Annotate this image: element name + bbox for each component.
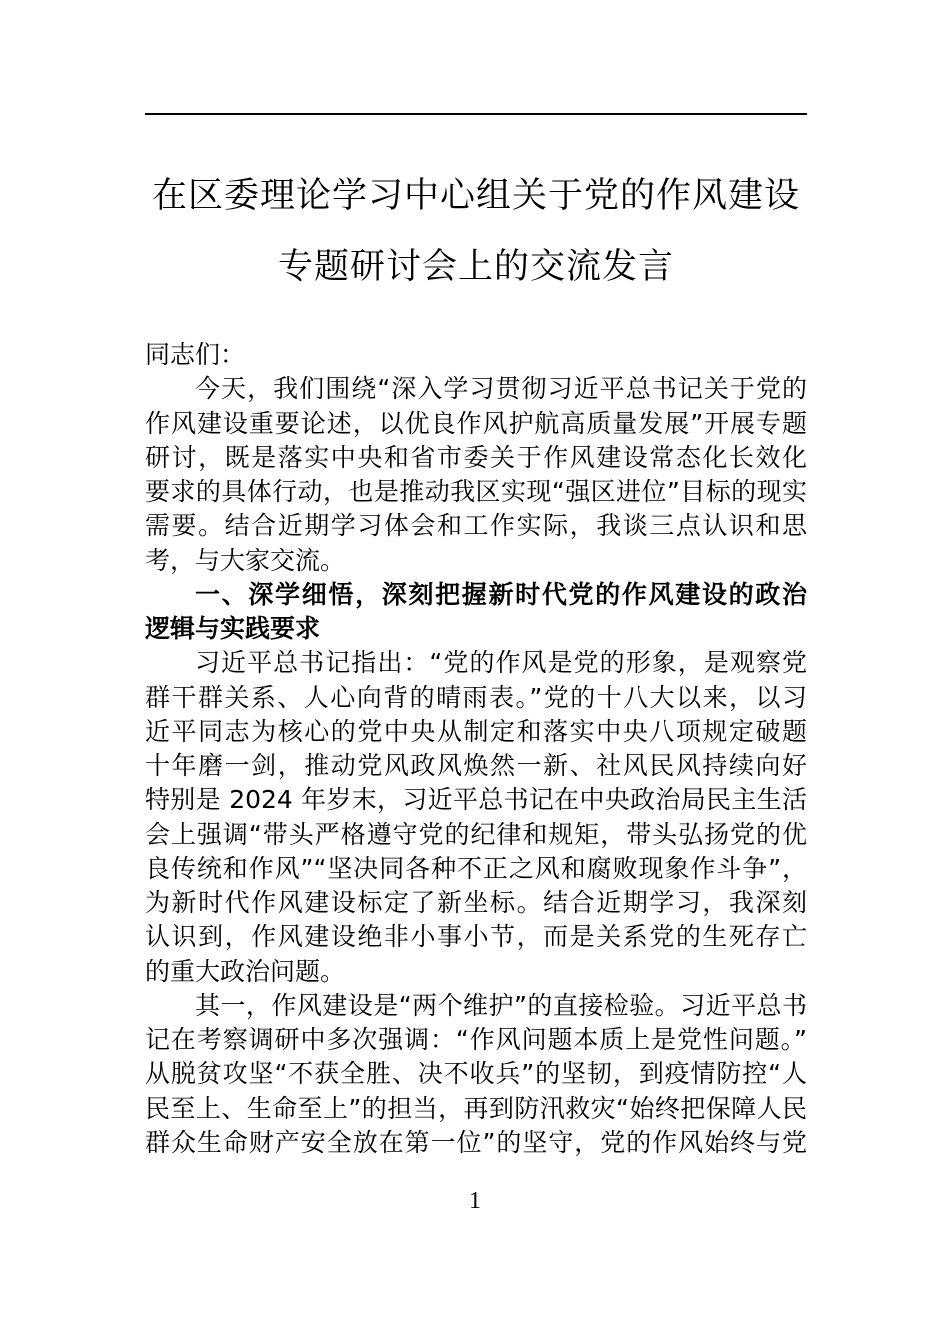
paragraph-line: 其一，作风建设是“两个维护”的直接检验。习近平总书 <box>195 990 807 1020</box>
section-heading: 逻辑与实践要求 <box>145 614 321 643</box>
paragraph-line: 民至上、生命至上”的担当，再到防汛救灾“始终把保障人民 <box>145 1093 807 1123</box>
paragraph-line: 良传统和作风”“坚决同各种不正之风和腐败现象作斗争”， <box>145 853 807 883</box>
paragraph-line: 会上强调“带头严格遵守党的纪律和规矩，带头弘扬党的优 <box>145 819 807 849</box>
section-heading: 一、深学细悟，深刻把握新时代党的作风建设的政治 <box>195 579 807 609</box>
document-title-line-2: 专题研讨会上的交流发言 <box>277 247 674 287</box>
paragraph-line: 今天，我们围绕“深入学习贯彻习近平总书记关于党的 <box>195 374 807 404</box>
page-number: 1 <box>469 1188 481 1214</box>
salutation: 同志们： <box>145 340 246 369</box>
paragraph-line: 研讨，既是落实中央和省市委关于作风建设常态化长效化 <box>145 442 807 472</box>
paragraph-line: 作风建设重要论述，以优良作风护航高质量发展”开展专题 <box>145 408 807 438</box>
paragraph-line: 群众生命财产安全放在第一位”的坚守，党的作风始终与党 <box>145 1127 807 1157</box>
paragraph-line: 为新时代作风建设标定了新坐标。结合近期学习，我深刻 <box>145 888 807 917</box>
paragraph-line: 要求的具体行动，也是推动我区实现“强区进位”目标的现实 <box>145 477 807 506</box>
header-rule <box>145 113 807 115</box>
paragraph-line: 群干群关系、人心向背的晴雨表。”党的十八大以来，以习 <box>145 682 807 712</box>
paragraph-line: 的重大政治问题。 <box>145 956 346 986</box>
paragraph-line: 近平同志为核心的党中央从制定和落实中央八项规定破题 <box>145 716 807 746</box>
paragraph-line: 特别是 2024 年岁末，习近平总书记在中央政治局民主生活 <box>145 785 807 815</box>
paragraph-line: 十年磨一剑，推动党风政风焕然一新、社风民风持续向好 <box>145 751 807 780</box>
paragraph-line: 从脱贫攻坚“不获全胜、决不收兵”的坚韧，到疫情防控“人 <box>145 1059 807 1089</box>
paragraph-line: 认识到，作风建设绝非小事小节，而是关系党的生死存亡 <box>145 922 807 952</box>
paragraph-line: 需要。结合近期学习体会和工作实际，我谈三点认识和思 <box>145 511 807 541</box>
document-title-line-1: 在区委理论学习中心组关于党的作风建设 <box>151 176 800 216</box>
paragraph-line: 习近平总书记指出：“党的作风是党的形象，是观察党 <box>195 648 807 678</box>
document-body <box>145 338 807 1160</box>
paragraph-line: 记在考察调研中多次强调：“作风问题本质上是党性问题。” <box>145 1025 807 1054</box>
paragraph-line: 考，与大家交流。 <box>145 545 346 575</box>
